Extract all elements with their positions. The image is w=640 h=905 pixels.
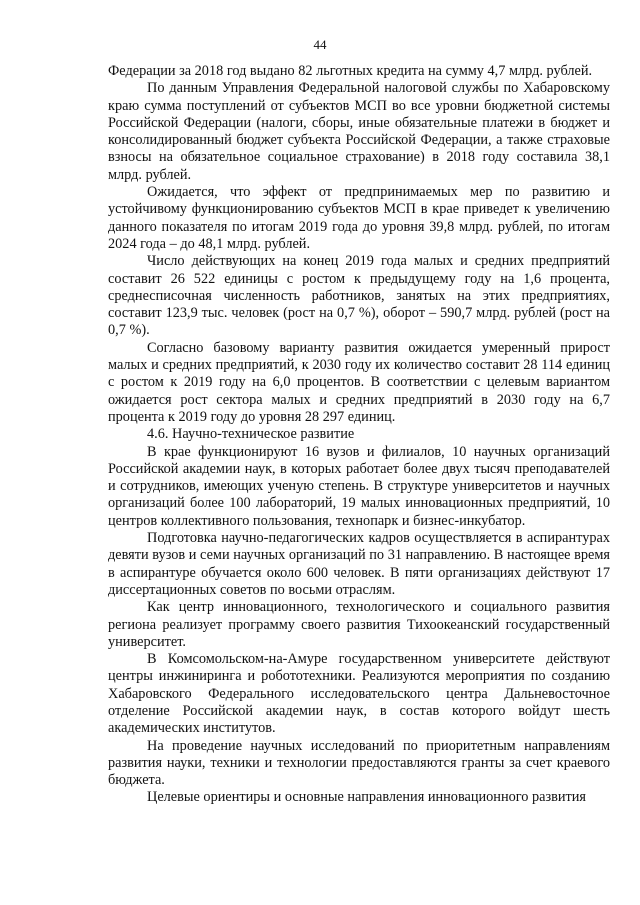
paragraph-pacific-university: Как центр инновационного, технологического и социального развития региона реализует программу своего развития Тихоокеанский государственный университет.	[108, 599, 610, 650]
page-number: 44	[313, 37, 327, 52]
paragraph-expected-effect: Ожидается, что эффект от предпринимаемых мер по развитию и устойчивому функционированию субъектов МСП в крае приведет к увеличению данного показателя по итогам 2019 года до уровня 39,8 млрд. рублей, по итогам 2024 года – до 48,1 млрд. рублей.	[108, 184, 610, 252]
paragraph-komsomolsk-university: В Комсомольском-на-Амуре государственном университете действуют центры инжиниринга и робототехники. Реализуются мероприятия по созданию Хабаровского Федерального исследовательского центра Дальневосточное отделение Российской академии наук, в состав которого войдут шесть академических институтов.	[108, 651, 610, 737]
paragraph-base-scenario: Согласно базовому варианту развития ожидается умеренный прирост малых и средних предприятий, к 2030 году их количество составит 28 114 единиц с ростом к 2019 году на 6,0 процентов. В соответствии с целевым вариантом ожидается рост сектора малых и средних предприятий в 2030 году на 6,7 процента к 2019 году до уровня 28 297 единиц.	[108, 339, 610, 425]
paragraph-grants: На проведение научных исследований по приоритетным направлениям развития науки, техники и технологии предоставляются гранты за счет краевого бюджета.	[108, 737, 610, 789]
paragraph-postgraduate: Подготовка научно-педагогических кадров осуществляется в аспирантурах девяти вузов и семи научных организаций по 31 направлению. В настоящее время в аспирантуре обучается около 600 человек. В пяти организациях действуют 17 диссертационных советов по восьми отраслям.	[108, 530, 610, 598]
paragraph-tax-revenue: По данным Управления Федеральной налоговой службы по Хабаровскому краю сумма поступлений от субъектов МСП во все уровни бюджетной системы Российской Федерации (налоги, сборы, иные обязательные платежи в бюджет и консолидированный бюджет субъекта Российской Федерации, а также страховые взносы на обязательное социальное страхование) в 2018 году составила 38,1 млрд. рублей.	[108, 80, 610, 183]
paragraph-universities: В крае функционируют 16 вузов и филиалов, 10 научных организаций Российской академии наук, в которых работает более двух тысяч преподавателей и сотрудников, имеющих ученую степень. В структуре университетов и научных организаций более 100 лабораторий, 19 малых инновационных предприятий, 10 центров коллективного пользования, технопарк и бизнес-инкубатор.	[108, 443, 610, 529]
document-body	[108, 63, 610, 807]
paragraph-enterprise-count: Число действующих на конец 2019 года малых и средних предприятий составит 26 522 единицы с ростом к предыдущему году на 1,6 процента, среднесписочная численность работников, занятых на этих предприятиях, составит 123,9 тыс. человек (рост на 0,7 %), оборот – 590,7 млрд. рублей (рост на 0,7 %).	[108, 253, 610, 339]
section-heading: 4.6. Научно-техническое развитие	[147, 426, 355, 443]
paragraph-innovation-targets: Целевые ориентиры и основные направления инновационного развития	[147, 789, 587, 806]
paragraph-continuation: Федерации за 2018 год выдано 82 льготных кредита на сумму 4,7 млрд. рублей.	[108, 63, 593, 79]
